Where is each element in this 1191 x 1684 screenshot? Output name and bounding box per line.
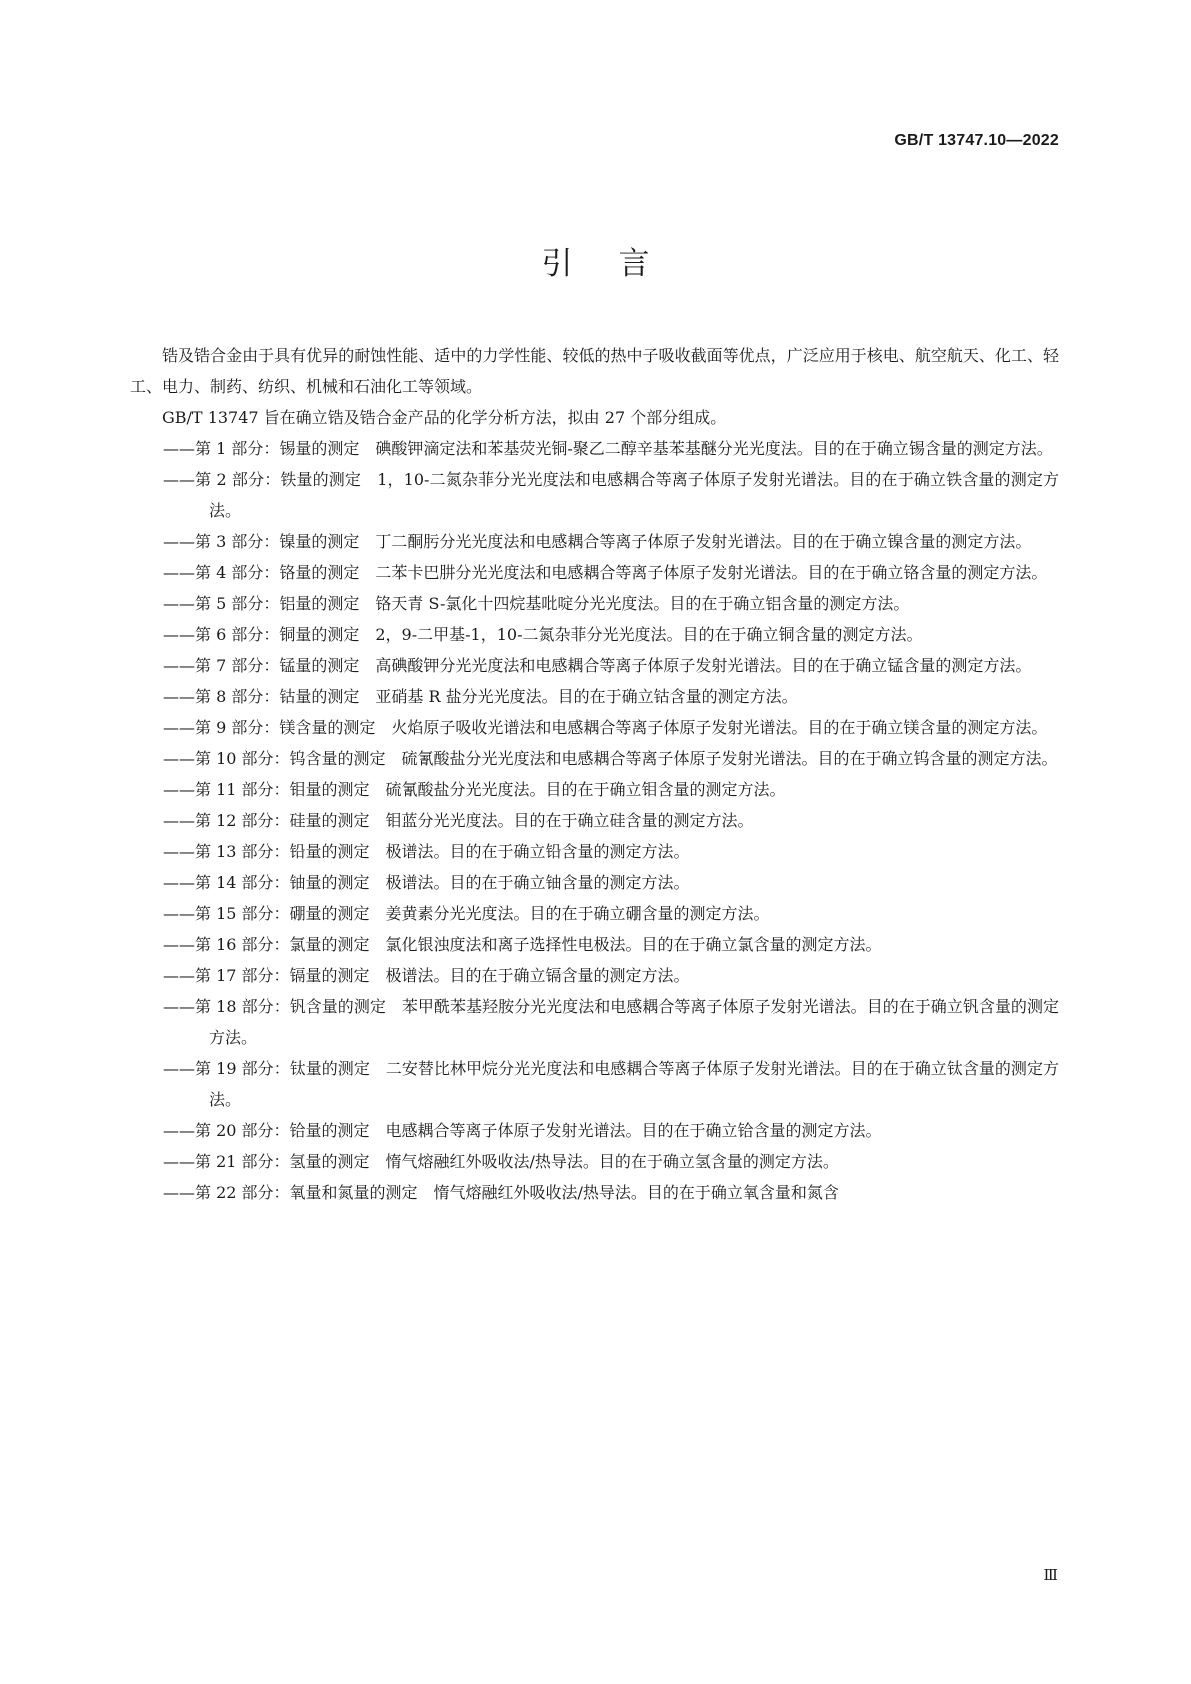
- list-item: ——第 6 部分：铜量的测定 2，9-二甲基-1，10-二氮杂菲分光光度法。目的在于确立铜含量的测定方法。: [163, 625, 923, 644]
- list-item: ——第 14 部分：铀量的测定 极谱法。目的在于确立铀含量的测定方法。: [163, 873, 690, 892]
- list-item: ——第 3 部分：镍量的测定 丁二酮肟分光光度法和电感耦合等离子体原子发射光谱法。目的在于确立镍含量的测定方法。: [163, 532, 1032, 551]
- list-item: ——第 7 部分：锰量的测定 高碘酸钾分光光度法和电感耦合等离子体原子发射光谱法。目的在于确立锰含量的测定方法。: [163, 656, 1032, 675]
- scope-paragraph: GB/T 13747 旨在确立锆及锆合金产品的化学分析方法，拟由 27 个部分组成。: [162, 408, 727, 427]
- list-item: ——第 16 部分：氯量的测定 氯化银浊度法和离子选择性电极法。目的在于确立氯含量的测定方法。: [163, 935, 882, 954]
- document-body: [130, 340, 1059, 1208]
- list-item: ——第 15 部分：硼量的测定 姜黄素分光光度法。目的在于确立硼含量的测定方法。: [163, 904, 770, 923]
- list-item: ——第 20 部分：铪量的测定 电感耦合等离子体原子发射光谱法。目的在于确立铪含量的测定方法。: [163, 1121, 882, 1140]
- list-item: ——第 1 部分：锡量的测定 碘酸钾滴定法和苯基荧光铜-聚乙二醇辛基苯基醚分光光度法。目的在于确立锡含量的测定方法。: [163, 439, 1053, 458]
- list-item: ——第 11 部分：钼量的测定 硫氰酸盐分光光度法。目的在于确立钼含量的测定方法。: [163, 780, 786, 799]
- list-item: ——第 18 部分：钒含量的测定 苯甲酰苯基羟胺分光光度法和电感耦合等离子体原子发射光谱法。目的在于确立钒含量的测定方法。: [163, 997, 1059, 1047]
- page-number: Ⅲ: [1043, 1568, 1058, 1584]
- list-item: ——第 5 部分：铝量的测定 铬天青 S-氯化十四烷基吡啶分光光度法。目的在于确立铝含量的测定方法。: [163, 594, 910, 613]
- parts-list: [130, 433, 1059, 1208]
- list-item: ——第 9 部分：镁含量的测定 火焰原子吸收光谱法和电感耦合等离子体原子发射光谱法。目的在于确立镁含量的测定方法。: [163, 718, 1048, 737]
- list-item: ——第 2 部分：铁量的测定 1，10-二氮杂菲分光光度法和电感耦合等离子体原子发射光谱法。目的在于确立铁含量的测定方法。: [163, 470, 1059, 520]
- list-item: ——第 13 部分：铅量的测定 极谱法。目的在于确立铅含量的测定方法。: [163, 842, 690, 861]
- page-title: 引言: [541, 246, 696, 282]
- list-item: ——第 12 部分：硅量的测定 钼蓝分光光度法。目的在于确立硅含量的测定方法。: [163, 811, 754, 830]
- list-item: ——第 10 部分：钨含量的测定 硫氰酸盐分光光度法和电感耦合等离子体原子发射光谱法。目的在于确立钨含量的测定方法。: [163, 749, 1058, 768]
- list-item: ——第 22 部分：氧量和氮量的测定 惰气熔融红外吸收法/热导法。目的在于确立氧含量和氮含: [163, 1183, 839, 1202]
- list-item: ——第 19 部分：钛量的测定 二安替比林甲烷分光光度法和电感耦合等离子体原子发射光谱法。目的在于确立钛含量的测定方法。: [163, 1059, 1059, 1109]
- list-item: ——第 8 部分：钴量的测定 亚硝基 R 盐分光光度法。目的在于确立钴含量的测定方法。: [163, 687, 798, 706]
- intro-paragraph: 锆及锆合金由于具有优异的耐蚀性能、适中的力学性能、较低的热中子吸收截面等优点，广泛应用于核电、航空航天、化工、轻工、电力、制药、纺织、机械和石油化工等领域。: [130, 346, 1059, 396]
- list-item: ——第 17 部分：镉量的测定 极谱法。目的在于确立镉含量的测定方法。: [163, 966, 690, 985]
- list-item: ——第 21 部分：氢量的测定 惰气熔融红外吸收法/热导法。目的在于确立氢含量的测定方法。: [163, 1152, 839, 1171]
- standard-code-header: GB/T 13747.10—2022: [894, 132, 1059, 149]
- list-item: ——第 4 部分：铬量的测定 二苯卡巴肼分光光度法和电感耦合等离子体原子发射光谱法。目的在于确立铬含量的测定方法。: [163, 563, 1048, 582]
